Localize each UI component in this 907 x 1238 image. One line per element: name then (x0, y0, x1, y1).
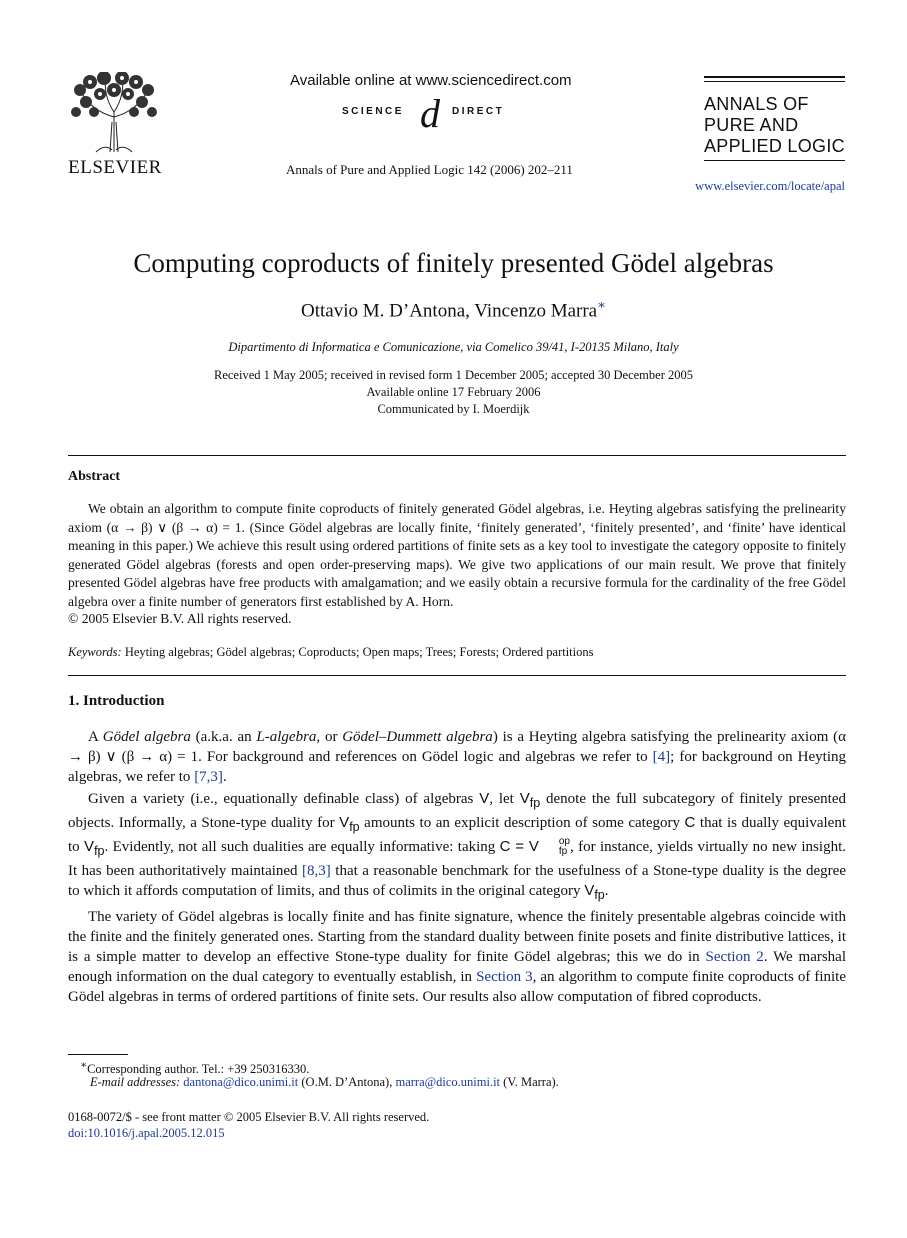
sciencedirect-at-icon: d (420, 91, 440, 136)
keywords-list: Heyting algebras; Gödel algebras; Coproducts; Open maps; Trees; Forests; Ordered partitions (124, 645, 594, 659)
math-subscript: fp (558, 846, 568, 858)
intro-paragraph-2 (68, 789, 846, 905)
keywords-label: Keywords: (68, 645, 122, 659)
term-godel-dummett: Gödel–Dummett algebra (342, 729, 493, 745)
footnote-text: Corresponding author. Tel.: +39 250316330. (87, 1062, 310, 1077)
journal-title-rule-bottom (704, 160, 845, 161)
math-V-fp (584, 882, 605, 902)
math-C-eq-Vfp-op (499, 836, 570, 858)
footnote-rule (68, 1054, 128, 1055)
journal-title (704, 94, 845, 157)
journal-title-line-2: PURE AND (704, 115, 799, 135)
text-run: that is dually equivalent to (68, 815, 846, 855)
abstract-rule-top (68, 455, 846, 456)
journal-title-line-3: APPLIED LOGIC (704, 136, 845, 156)
available-online-banner: Available online at www.sciencedirect.com (290, 72, 572, 89)
math-subscript: fp (594, 888, 605, 902)
email-link-dantona[interactable]: dantona@dico.unimi.it (183, 1075, 299, 1089)
math-superscript: op (558, 836, 570, 848)
citation-link-8-3[interactable]: [8,3] (302, 863, 331, 879)
keywords (68, 645, 594, 660)
section-heading-introduction: 1. Introduction (68, 693, 165, 709)
math-symbol: V (339, 814, 350, 831)
math-V-fp (519, 790, 541, 810)
article-dates (0, 367, 907, 418)
journal-url-link[interactable]: www.elsevier.com/locate/apal (695, 179, 845, 193)
math-V-fp (84, 838, 105, 858)
text-run: , let (489, 791, 520, 807)
math-symbol: V (528, 838, 539, 855)
citation-link-7-3[interactable]: [7,3] (194, 769, 223, 785)
introduction-body (68, 727, 846, 1009)
term-godel-algebra: Gödel algebra (102, 729, 191, 745)
text-run: . Evidently, not all such dualities are equally informative: taking (104, 839, 500, 855)
math-scripts (539, 837, 570, 857)
journal-citation: Annals of Pure and Applied Logic 142 (2006) 202–211 (286, 162, 573, 177)
email-link-marra[interactable]: marra@dico.unimi.it (395, 1075, 501, 1089)
affiliation: Dipartimento di Informatica e Comunicazione, via Comelico 39/41, I-20135 Milano, Italy (228, 340, 679, 354)
math-operator: = (510, 838, 529, 855)
sciencedirect-right-word: DIRECT (452, 106, 505, 117)
journal-title-rule-top (704, 76, 845, 78)
term-l-algebra: L-algebra (256, 729, 317, 745)
text-run: ) is a Heyting algebra satisfying the prelinearity axiom (α → β) ∨ (β → α) = 1. For background and references on Gödel logic and algebras we refer to (68, 729, 847, 765)
author-names: Ottavio M. D’Antona, Vincenzo Marra (301, 300, 598, 322)
text-run: , or (316, 729, 343, 745)
intro-paragraph-1 (68, 727, 846, 787)
received-dates: Received 1 May 2005; received in revised form 1 December 2005; accepted 30 December 2005 (214, 368, 693, 382)
section-2-link[interactable]: Section 2 (705, 949, 764, 965)
article-authors (0, 297, 907, 322)
text-run: A (88, 729, 103, 745)
math-C: C (684, 814, 696, 831)
math-V-fp (339, 814, 360, 834)
citation-link-4[interactable]: [4] (652, 749, 671, 765)
abstract-paragraph: We obtain an algorithm to compute finite coproducts of finitely generated Gödel algebras, i.e. Heyting algebras satisfying the prelinearity axiom (α → β) ∨ (β → α) = 1. (Since Gödel algebras are locally finite, ‘finitely generated’, ‘finitely presented’, and ‘finite’ have identical meaning in this paper.) We achieve this result using ordered partitions of finite sets as a key tool to investigate the category opposite to finitely generated Gödel algebras (forests and open order-preserving maps). We give two applications of our main result. We prove that finitely presented Gödel algebras have free products with amalgamation; and we easily obtain a recursive formula for the cardinality of the free Gödel algebra over a finite number of generators first established by A. Horn. (68, 501, 846, 609)
doi-link[interactable]: doi:10.1016/j.apal.2005.12.015 (68, 1126, 225, 1140)
sciencedirect-left-word: SCIENCE (342, 106, 404, 117)
section-3-link[interactable]: Section 3 (476, 969, 533, 985)
email-owner: (O.M. D’Antona), (298, 1075, 396, 1089)
text-run: The variety of Gödel algebras is locally finite and has finite signature, whence the finitely presentable algebras coincide with the finite and the finitely generated ones. Starting from the standard duality between finite posets and finite distributive lattices, it is a simple matter to develop an effective Stone-type duality for finite Gödel algebras; this we do in (68, 909, 846, 965)
math-subscript: fp (349, 820, 360, 834)
journal-title-line-1: ANNALS OF (704, 94, 809, 114)
text-run: , for instance, yields virtually no new insight. It has been authoritatively maintained (68, 839, 846, 879)
abstract-copyright: © 2005 Elsevier B.V. All rights reserved. (68, 611, 292, 626)
abstract-body (68, 500, 846, 611)
text-run: amounts to an explicit description of some category (359, 815, 685, 831)
text-run: . (222, 769, 227, 785)
sciencedirect-logo (340, 91, 530, 136)
issn-line: 0168-0072/$ - see front matter © 2005 Elsevier B.V. All rights reserved. (68, 1110, 430, 1124)
email-owner: (V. Marra). (500, 1075, 559, 1089)
email-label: E-mail addresses: (90, 1075, 181, 1089)
math-symbol: C (499, 838, 511, 855)
abstract-heading: Abstract (68, 469, 121, 484)
math-subscript: fp (94, 844, 105, 858)
journal-title-rule-top-thin (704, 81, 845, 82)
communicated-by: Communicated by I. Moerdijk (377, 402, 530, 416)
corresponding-author-mark[interactable]: ∗ (597, 297, 606, 312)
text-run: Given a variety (i.e., equationally definable class) of algebras (88, 791, 480, 807)
math-symbol: V (519, 790, 530, 807)
math-symbol: V (584, 882, 595, 899)
available-online-date: Available online 17 February 2006 (366, 385, 541, 399)
footnote-emails (90, 1075, 559, 1090)
text-run: denote the full subcategory of finitely presented objects. Informally, a Stone-type duality for (68, 791, 846, 831)
text-run: . We marshal enough information on the dual category to eventually establish, in (68, 949, 847, 985)
text-run: . (604, 883, 609, 899)
intro-paragraph-3 (68, 907, 846, 1007)
math-subscript: fp (529, 796, 541, 810)
text-run: (a.k.a. an (190, 729, 257, 745)
text-run: , an algorithm to compute finite coproducts of finite Gödel algebras in terms of ordered partitions of finite sets. Our results also allow computation of fibred coproducts. (68, 969, 846, 1005)
publisher-name: ELSEVIER (68, 157, 162, 178)
abstract-rule-bottom (68, 675, 846, 676)
math-V: V (479, 790, 490, 807)
text-run: that a reasonable benchmark for the usefulness of a Stone-type duality is the degree to which it affords computation of limits, and thus of colimits in the original category (68, 863, 846, 899)
elsevier-tree-logo (66, 72, 162, 154)
footnote-mark: ∗ (80, 1060, 88, 1071)
math-symbol: V (84, 838, 95, 855)
article-title: Computing coproducts of finitely presented Gödel algebras (133, 248, 774, 278)
text-run: ; for background on Heyting algebras, we refer to (68, 749, 847, 785)
